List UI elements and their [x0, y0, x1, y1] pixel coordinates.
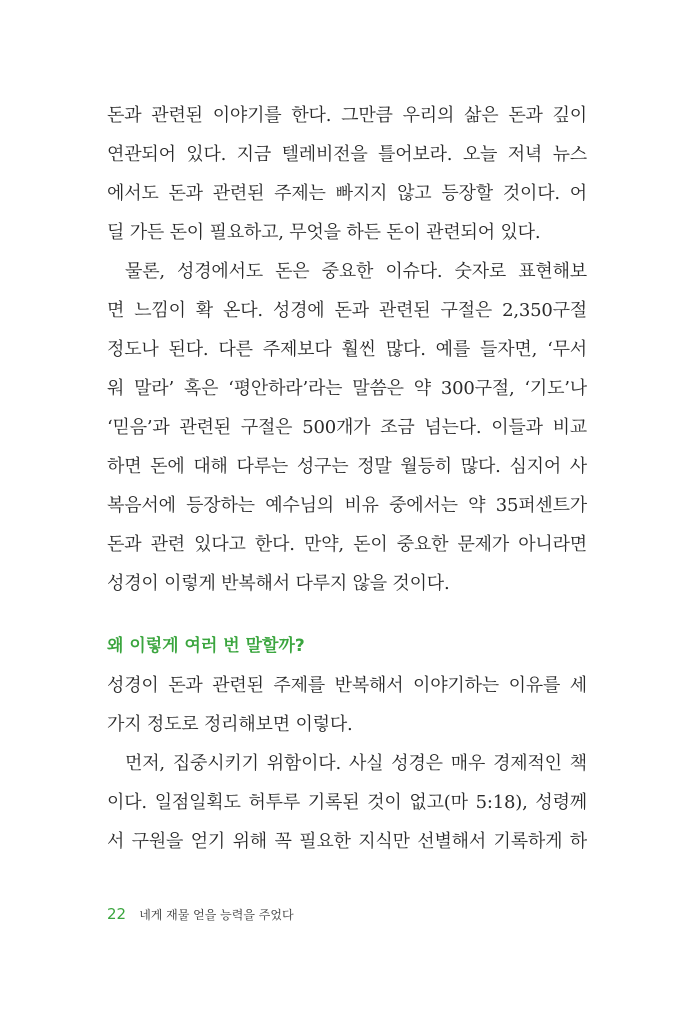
text-line: 가지 정도로 정리해보면 이렇다.	[107, 714, 353, 735]
text-line: 성경이 이렇게 반복해서 다루지 않을 것이다.	[107, 573, 450, 594]
page-number: 22	[107, 905, 127, 923]
text-line: 에서도 돈과 관련된 주제는 빠지지 않고 등장할 것이다. 어	[107, 183, 587, 204]
text-line: 먼저, 집중시키기 위함이다. 사실 성경은 매우 경제적인 책	[125, 753, 587, 774]
text-line: 딜 가든 돈이 필요하고, 무엇을 하든 돈이 관련되어 있다.	[107, 222, 541, 243]
text-line: 면 느낌이 확 온다. 성경에 돈과 관련된 구절은 2,350구절	[107, 300, 587, 321]
text-line: 연관되어 있다. 지금 텔레비전을 틀어보라. 오늘 저녁 뉴스	[107, 144, 587, 165]
section-heading: 왜 이렇게 여러 번 말할까?	[107, 636, 305, 656]
paragraph-1	[107, 96, 587, 252]
text-line: 워 말라’ 혹은 ‘평안하라’라는 말씀은 약 300구절, ‘기도’나	[107, 378, 587, 399]
text-line: 이다. 일점일획도 허투루 기록된 것이 없고(마 5:18), 성령께	[107, 792, 587, 813]
paragraph-2	[107, 252, 587, 603]
text-line: ‘믿음’과 관련된 구절은 500개가 조금 넘는다. 이들과 비교	[107, 417, 587, 438]
page-footer	[107, 904, 294, 924]
running-title: 네게 재물 얻을 능력을 주었다	[139, 908, 294, 922]
text-line: 돈과 관련된 이야기를 한다. 그만큼 우리의 삶은 돈과 깊이	[107, 105, 587, 126]
paragraph-4	[107, 744, 587, 861]
text-line: 서 구원을 얻기 위해 꼭 필요한 지식만 선별해서 기록하게 하	[107, 831, 587, 852]
text-line: 돈과 관련 있다고 한다. 만약, 돈이 중요한 문제가 아니라면	[107, 534, 587, 555]
paragraph-3	[107, 666, 587, 744]
body-text-bottom	[107, 666, 587, 861]
text-line: 정도나 된다. 다른 주제보다 훨씬 많다. 예를 들자면, ‘무서	[107, 339, 587, 360]
text-line: 성경이 돈과 관련된 주제를 반복해서 이야기하는 이유를 세	[107, 675, 587, 696]
body-text-top	[107, 96, 587, 603]
text-line: 물론, 성경에서도 돈은 중요한 이슈다. 숫자로 표현해보	[125, 261, 587, 282]
text-line: 복음서에 등장하는 예수님의 비유 중에서는 약 35퍼센트가	[107, 495, 587, 516]
text-line: 하면 돈에 대해 다루는 성구는 정말 월등히 많다. 심지어 사	[107, 456, 587, 477]
